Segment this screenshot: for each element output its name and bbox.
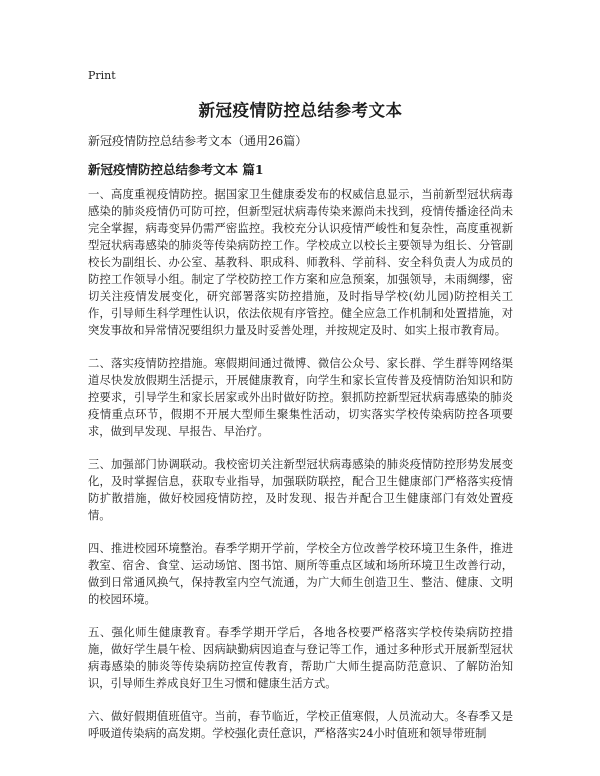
section-heading: 新冠疫情防控总结参考文本 篇1	[88, 162, 264, 177]
paragraph-6: 六、做好假期值班值守。当前，春节临近，学校正值寒假，人员流动大。冬春季又是呼吸道传染病的高发期。学校强化责任意识，严格落实24小时值班和领导带班制	[88, 710, 513, 740]
page-title: 新冠疫情防控总结参考文本	[198, 101, 403, 120]
paragraph-3: 三、加强部门协调联动。我校密切关注新型冠状病毒感染的肺炎疫情防控形势发展变化，及时掌握信息，获取专业指导，加强联防联控，配合卫生健康部门严格落实疫情防扩散措施，做好校园疫情防控，及时发现、报告并配合卫生健康部门有效处置疫情。	[88, 458, 513, 522]
document-subtitle: 新冠疫情防控总结参考文本（通用26篇）	[88, 134, 308, 148]
paragraph-2: 二、落实疫情防控措施。寒假期间通过微博、微信公众号、家长群、学生群等网络渠道尽快发放假期生活提示，开展健康教育，向学生和家长宣传普及疫情防治知识和防控要求，引导学生和家长居家或外出时做好防控。狠抓防控新型冠状病毒感染的肺炎疫情重点环节，假期不开展大型师生聚集性活动，切实落实学校传染病防控各项要求，做到早发现、早报告、早治疗。	[88, 357, 513, 438]
paragraph-1: 一、高度重视疫情防控。据国家卫生健康委发布的权威信息显示，当前新型冠状病毒感染的肺炎疫情仍可防可控，但新型冠状病毒传染来源尚未找到，疫情传播途径尚未完全掌握，病毒变异仍需严密监控。我校充分认识疫情严峻性和复杂性，高度重视新型冠状病毒感染的肺炎等传染病防控工作。学校成立以校长主要领导为组长、分管副校长为副组长、办公室、基教科、职成科、师教科、学前科、安全科负责人为成员的防控工作领导小组。制定了学校防控工作方案和应急预案，加强领导，未雨绸缪，密切关注疫情发展变化，研究部署落实防控措施，及时指导学校(幼儿园)防控相关工作，引导师生科学理性认识，依法依规有序管控。健全应急工作机制和处置措施，对突发事故和异常情况要组织力量及时妥善处理，并按规定及时、如实上报市教育局。	[88, 188, 513, 337]
document-body	[88, 186, 513, 758]
paragraph-4: 四、推进校园环境整治。春季学期开学前，学校全方位改善学校环境卫生条件，推进教室、宿舍、食堂、运动场馆、图书馆、厕所等重点区域和场所环境卫生改善行动，做到日常通风换气，保持教室内空气流通，为广大师生创造卫生、整洁、健康、文明的校园环境。	[88, 542, 513, 606]
print-label[interactable]: Print	[88, 69, 116, 82]
paragraph-5: 五、强化师生健康教育。春季学期开学后，各地各校要严格落实学校传染病防控措施，做好学生晨午检、因病缺勤病因追查与登记等工作，通过多种形式开展新型冠状病毒感染的肺炎等传染病防控宣传教育，帮助广大师生提高防范意识、了解防治知识，引导师生养成良好卫生习惯和健康生活方式。	[88, 626, 513, 690]
